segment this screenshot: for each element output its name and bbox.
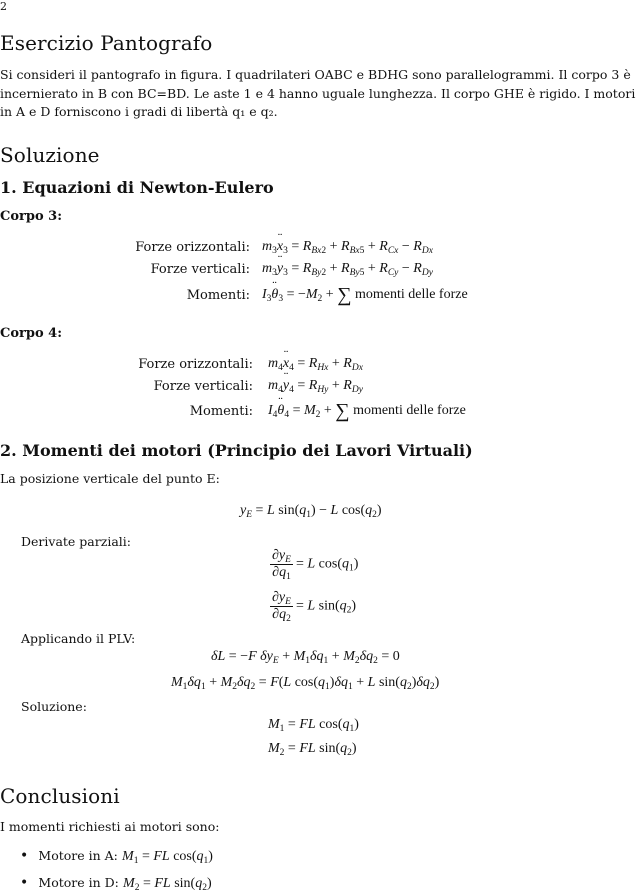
body4-label-horizontal: Forze orizzontali: xyxy=(138,357,253,372)
conclusion-item-D xyxy=(20,876,212,891)
section-heading-newton-euler: 1. Equazioni di Newton-Eulero xyxy=(0,178,274,197)
conclusion-eq-M1: $M_1$ = FL $\cos(q_1)$ xyxy=(122,849,213,866)
eq-position-yE: $y_E = L$ $\sin(q_1) - L$ $\cos(q_2)$ xyxy=(240,503,382,520)
intro-paragraph: Si consideri il pantografo in figura. I quadrilateri OABC e BDHG sono parallelogrammi. Il corpo 3 è incernierato in B con BC=BD. Le aste 1 e 4 hanno uguale lunghezza. Il corpo GHE è rigido. I motori in A e D forniscono i gradi di libertà q₁ e q₂. xyxy=(0,67,636,119)
body4-eq-vertical: $m_4¨$ $y_4 = R_{Hy} + R_{Dy}$ xyxy=(268,379,363,393)
partials-label: Derivate parziali: xyxy=(21,534,131,549)
eq-partial-q2: $\frac{\partial y_E}{\partial q_2}$ = L $\sin(q_2)$ xyxy=(272,590,357,624)
body3-eq-vertical: $m_3¨$ $y_3 = R_{By2} + R_{By5} + R_{Cy} - R_{Dy}$ xyxy=(262,262,433,276)
body4-eq-moments: $I_4¨$ $\theta_4 = M_2$ + ∑ momenti delle forze xyxy=(268,404,466,418)
bullet-icon: • xyxy=(20,875,29,891)
conclusion-item-label: Motore in A: xyxy=(38,848,118,863)
section2-lead: La posizione verticale del punto E: xyxy=(0,471,220,486)
body3-heading: Corpo 3: xyxy=(0,209,62,224)
eq-partial-q1: $\frac{\partial y_E}{\partial q_1}$ = L $\cos(q_1)$ xyxy=(272,548,359,582)
solution-heading: Soluzione xyxy=(0,143,100,167)
plv-label: Applicando il PLV: xyxy=(21,631,136,646)
page-title: Esercizio Pantografo xyxy=(0,31,213,55)
body3-label-vertical: Forze verticali: xyxy=(150,262,250,277)
eq-plv-expanded: $M_1\delta q_1 + M_2\delta q_2 = F(L$ $\cos(q_1)\delta q_1 + L$ $\sin(q_2)\delta q_2$) xyxy=(171,675,440,692)
body3-label-horizontal: Forze orizzontali: xyxy=(135,240,250,255)
conclusion-eq-M2: $M_2$ = FL $\sin(q_2)$ xyxy=(123,876,212,893)
body3-eq-moments: $I_3¨$ $\theta_3 = -M_2$ + ∑ momenti delle forze xyxy=(262,288,468,302)
body3-label-moments: Momenti: xyxy=(186,288,250,303)
conclusions-lead: I momenti richiesti ai motori sono: xyxy=(0,819,220,834)
body4-eq-horizontal: $m_4¨$ $x_4 = R_{Hx} + R_{Dx}$ xyxy=(268,357,363,371)
page-number: 2 xyxy=(0,0,7,13)
conclusion-item-A xyxy=(20,849,213,864)
body4-heading: Corpo 4: xyxy=(0,326,62,341)
body4-label-vertical: Forze verticali: xyxy=(153,379,253,394)
body4-moment-tail: momenti delle forze xyxy=(353,403,466,418)
eq-M1: $M_1$ = FL $\cos(q_1)$ xyxy=(268,717,359,734)
body4-label-moments: Momenti: xyxy=(189,404,253,419)
eq-M2: $M_2$ = FL $\sin(q_2)$ xyxy=(268,741,357,758)
section-heading-plv: 2. Momenti dei motori (Principio dei Lavori Virtuali) xyxy=(0,441,473,460)
eq-plv: δL = −F $\delta y_E + M_1\delta q_1 + M_2\delta q_2 = 0$ xyxy=(211,649,400,666)
body3-eq-horizontal: $m_3¨$ $x_3 = R_{Bx2} + R_{Bx5} + R_{Cx} - R_{Dx}$ xyxy=(262,240,433,254)
bullet-icon: • xyxy=(20,848,29,864)
solution-label: Soluzione: xyxy=(21,699,87,714)
body3-moment-tail: momenti delle forze xyxy=(354,287,468,302)
conclusions-heading: Conclusioni xyxy=(0,784,120,808)
conclusion-item-label: Motore in D: xyxy=(38,875,119,890)
